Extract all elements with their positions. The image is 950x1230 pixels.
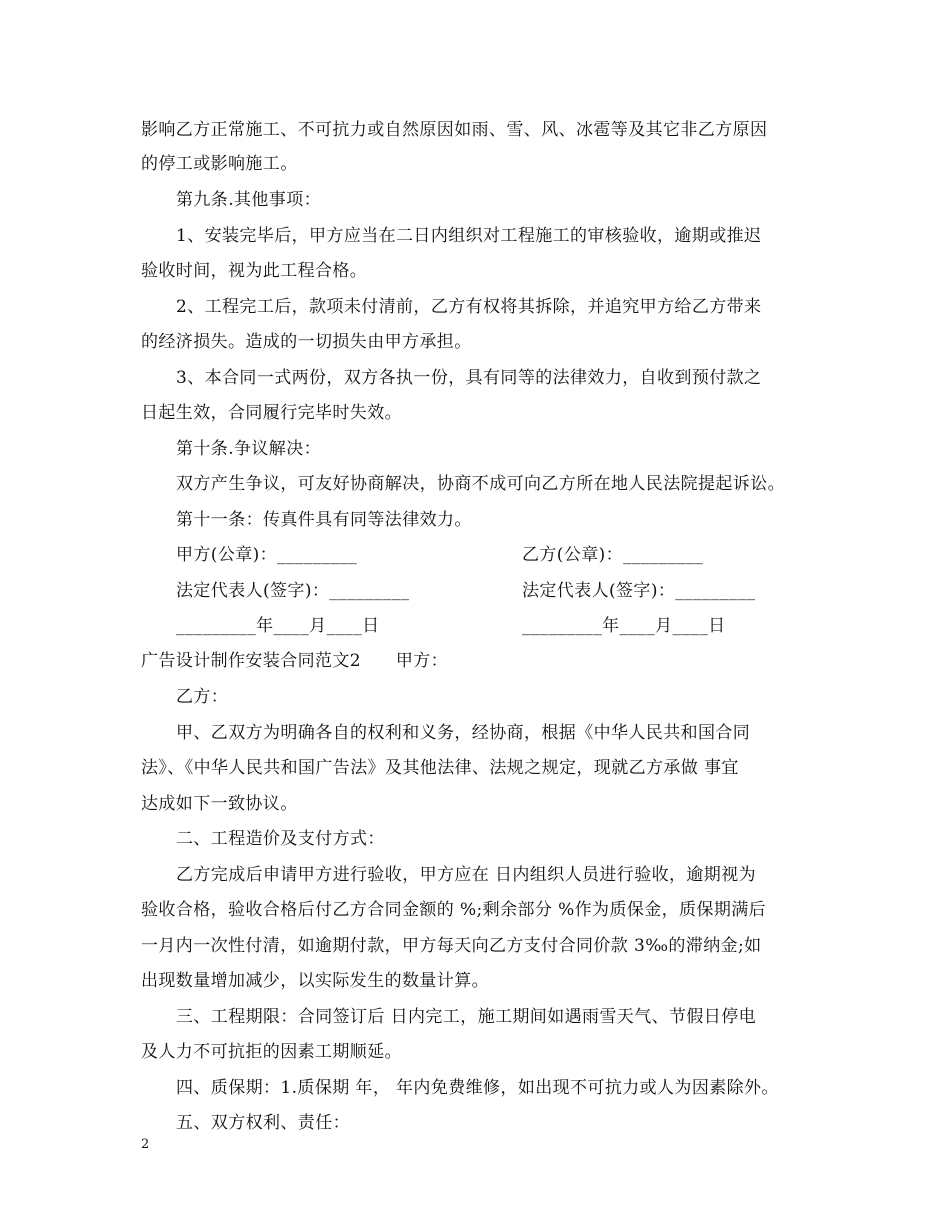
paragraph-line: 3、本合同一式两份，双方各执一份，具有同等的法律效力，自收到预付款之 (176, 368, 762, 388)
section-heading: 第十条.争议解决： (176, 439, 322, 459)
page-number: 2 (141, 1137, 150, 1152)
paragraph-line: 2、工程完工后，款项未付清前，乙方有权将其拆除，并追究甲方给乙方带来 (176, 297, 762, 317)
party-b-seal-line: 乙方(公章)：_________ (522, 545, 704, 565)
paragraph-line: 达成如下一致协议。 (141, 794, 298, 814)
paragraph-line: 的经济损失。造成的一切损失由甲方承担。 (141, 332, 472, 352)
contract-title-line: 广告设计制作安装合同范文2 甲方： (141, 651, 449, 671)
paragraph-line: 乙方完成后申请甲方进行验收，甲方应在 日内组织人员进行验收，逾期视为 (176, 865, 757, 885)
paragraph-line: 的停工或影响施工。 (141, 154, 298, 174)
paragraph-line: 甲、乙双方为明确各自的权利和义务，经协商，根据《中华人民共和国合同 (176, 723, 751, 743)
section-heading: 二、工程造价及支付方式： (176, 829, 385, 849)
paragraph-line: 乙方： (176, 687, 229, 707)
party-a-seal-line: 甲方(公章)：_________ (176, 545, 358, 565)
paragraph-line: 出现数量增加减少，以实际发生的数量计算。 (141, 971, 489, 991)
paragraph-line: 1、安装完毕后，甲方应当在二日内组织对工程施工的审核验收，逾期或推迟 (176, 226, 762, 246)
paragraph-line: 法》、《中华人民共和国广告法》及其他法律、法规之规定，现就乙方承做 事宜 (141, 758, 739, 778)
paragraph-line: 一月内一次性付清，如逾期付款，甲方每天向乙方支付合同价款 3‰的滞纳金;如 (141, 936, 762, 956)
paragraph-line: 三、工程期限：合同签订后 日内完工，施工期间如遇雨雪天气、节假日停电 (176, 1007, 757, 1027)
paragraph-line: 验收时间，视为此工程合格。 (141, 261, 368, 281)
paragraph-line: 第十一条：传真件具有同等法律效力。 (176, 510, 472, 530)
party-b-representative-line: 法定代表人(签字)：_________ (522, 581, 756, 601)
section-heading: 第九条.其他事项： (176, 190, 322, 210)
paragraph-line: 及人力不可抗拒的因素工期顺延。 (141, 1042, 402, 1062)
section-heading: 五、双方权利、责任： (176, 1113, 350, 1133)
paragraph-line: 四、质保期：1.质保期 年， 年内免费维修，如出现不可抗力或人为因素除外。 (176, 1078, 779, 1098)
paragraph-line: 影响乙方正常施工、不可抗力或自然原因如雨、雪、风、冰雹等及其它非乙方原因 (141, 120, 768, 140)
party-a-date-line: _________年____月____日 (176, 616, 380, 636)
paragraph-line: 验收合格，验收合格后付乙方合同金额的 %;剩余部分 %作为质保金，质保期满后 (141, 900, 767, 920)
paragraph-line: 日起生效，合同履行完毕时失效。 (141, 403, 402, 423)
party-b-date-line: _________年____月____日 (522, 616, 726, 636)
party-a-representative-line: 法定代表人(签字)：_________ (176, 581, 410, 601)
paragraph-line: 双方产生争议，可友好协商解决，协商不成可向乙方所在地人民法院提起诉讼。 (176, 474, 785, 494)
